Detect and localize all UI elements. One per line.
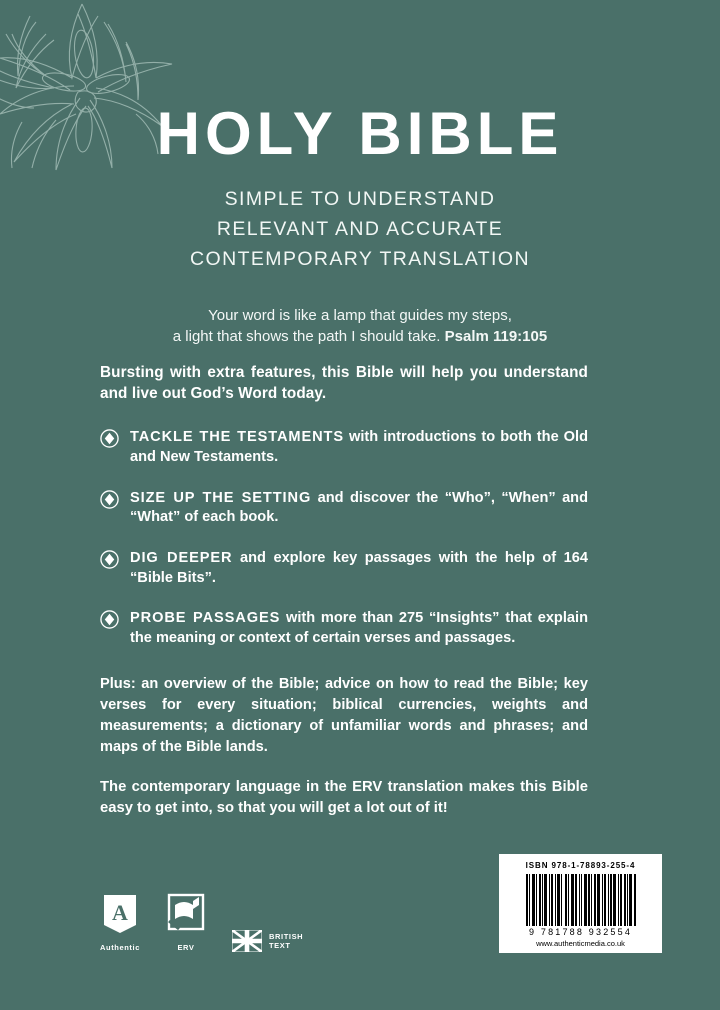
authentic-mark-icon xyxy=(100,893,140,935)
list-item xyxy=(100,609,588,648)
svg-text:A: A xyxy=(112,900,128,925)
scripture-verse xyxy=(0,305,720,348)
diamond-bullet-icon xyxy=(100,429,119,448)
british-text-logo xyxy=(232,930,303,952)
feature-text: with more than 275 “Insights” that explain the meaning or context of certain verses and passages. xyxy=(130,610,588,647)
isbn-label: ISBN xyxy=(525,861,549,870)
feature-text: and explore key passages with the help of 164 “Bible Bits”. xyxy=(130,549,589,586)
erv-logo-caption: ERV xyxy=(177,943,195,952)
british-text-line-1: BRITISH xyxy=(269,931,304,941)
authentic-logo xyxy=(100,893,140,952)
feature-list xyxy=(100,428,588,649)
subtitle-line-3: CONTEMPORARY TRANSLATION xyxy=(190,248,530,271)
british-text-caption xyxy=(269,932,303,951)
verse-line-1: Your word is like a lamp that guides my steps, xyxy=(208,306,512,324)
barcode-digits: 9 781788 932554 xyxy=(528,927,633,937)
feature-heading: DIG DEEPER xyxy=(130,549,233,566)
list-item xyxy=(100,428,588,467)
diamond-bullet-icon xyxy=(100,490,119,509)
british-text-line-2: TEXT xyxy=(269,941,291,950)
subtitle-line-2: RELEVANT AND ACCURATE xyxy=(216,218,504,241)
authentic-logo-caption: Authentic xyxy=(100,943,140,952)
title-block xyxy=(0,100,720,347)
feature-text: with introductions to both the Old and New Testaments. xyxy=(130,429,588,465)
verse-text: a light that shows the path I should take. xyxy=(172,327,445,345)
body-copy xyxy=(100,362,588,819)
subtitle-line-1: SIMPLE TO UNDERSTAND xyxy=(224,188,496,210)
publisher-logos xyxy=(100,893,303,952)
lead-paragraph: Bursting with extra features, this Bible will help you understand and live out God’s Word today. xyxy=(100,364,588,403)
feature-heading: SIZE UP THE SETTING xyxy=(130,489,312,506)
feature-heading: PROBE PASSAGES xyxy=(130,610,281,627)
barcode-block xyxy=(499,854,662,953)
page-title: HOLY BIBLE xyxy=(156,100,564,167)
subtitle-group xyxy=(0,184,720,275)
isbn-text xyxy=(507,861,654,870)
closing-paragraph: The contemporary language in the ERV translation makes this Bible easy to get into, so that you will get a lot out of it! xyxy=(100,779,588,817)
isbn-number: 978-1-78893-255-4 xyxy=(551,861,636,870)
list-item xyxy=(100,489,588,528)
plus-paragraph: Plus: an overview of the Bible; advice on how to read the Bible; key verses for every situation; biblical currencies, weights and measurements; a dictionary of unfamiliar words and phrases; and maps of the Bible lands. xyxy=(100,675,588,756)
verse-reference: Psalm 119:105 xyxy=(444,327,548,345)
erv-mark-icon xyxy=(166,893,206,935)
publisher-url: www.authenticmedia.co.uk xyxy=(536,939,625,948)
diamond-bullet-icon xyxy=(100,550,119,569)
diamond-bullet-icon xyxy=(100,610,119,629)
list-item xyxy=(100,549,588,588)
erv-logo xyxy=(166,893,206,952)
barcode-bars xyxy=(507,874,654,926)
union-flag-icon xyxy=(232,930,262,952)
feature-text: and discover the “Who”, “When” and “What” of each book. xyxy=(130,489,589,526)
feature-heading: TACKLE THE TESTAMENTS xyxy=(130,429,345,446)
verse-line-2 xyxy=(0,326,720,347)
